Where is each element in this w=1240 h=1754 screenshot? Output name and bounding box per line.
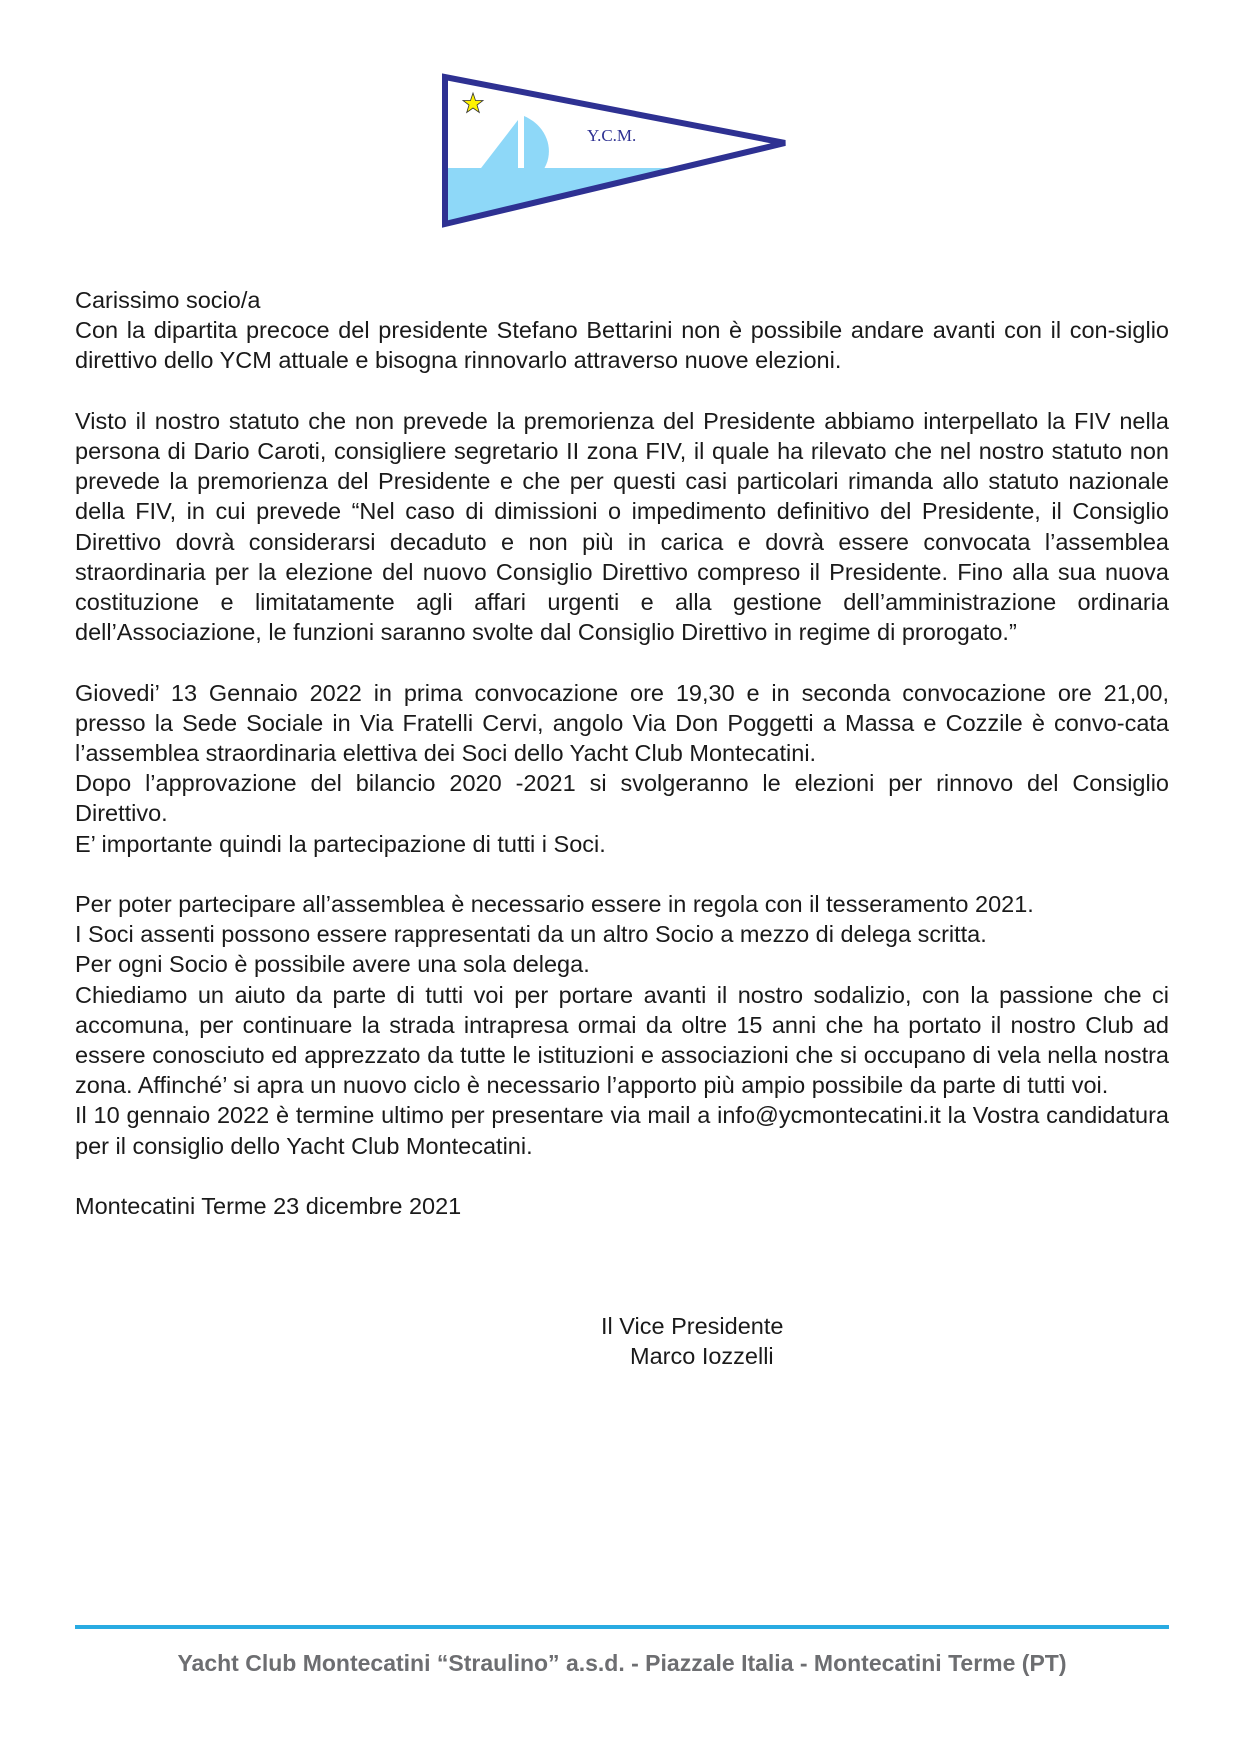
paragraph-budget: Dopo l’approvazione del bilancio 2020 -2021 si svolgeranno le elezioni per rinnovo del Consiglio Direttivo. — [75, 770, 1169, 827]
signature-role: Il Vice Presidente — [601, 1313, 784, 1339]
paragraph-appeal: Chiediamo un aiuto da parte di tutti voi per portare avanti il nostro sodalizio, con la passione che ci accomuna, per continuare la strada intrapresa ormai da oltre 15 anni che ha portato il nostro Club ad essere conosciuto ed apprezzato da tutte le istituzioni e associazioni che si occupano di vela nella nostra zona. Affinché’ si apra un nuovo ciclo è necessario l’apporto più ampio possibile da parte di tutti voi. — [75, 981, 1169, 1099]
footer-divider — [75, 1625, 1169, 1629]
footer-address: Yacht Club Montecatini “Straulino” a.s.d. - Piazzale Italia - Montecatini Terme (PT) — [177, 1650, 1067, 1676]
paragraph-deadline: Il 10 gennaio 2022 è termine ultimo per presentare via mail a info@ycmontecatini.it la Vostra candidatura per il consiglio dello Yacht Club Montecatini. — [75, 1102, 1169, 1159]
paragraph-convocation: Giovedi’ 13 Gennaio 2022 in prima convocazione ore 19,30 e in seconda convocazione ore 21,00, presso la Sede Sociale in Via Fratelli Cervi, angolo Via Don Poggetti a Massa e Cozzile è convo-cata l’assemblea straordinaria elettiva dei Soci dello Yacht Club Montecatini. — [75, 679, 1169, 767]
paragraph-single-proxy: Per ogni Socio è possibile avere una sola delega. — [75, 951, 590, 978]
water-band — [440, 168, 802, 230]
paragraph-membership: Per poter partecipare all’assemblea è necessario essere in regola con il tesseramento 2021. — [75, 891, 1034, 918]
paragraph-statute: Visto il nostro statuto che non prevede la premorienza del Presidente abbiamo interpellato la FIV nella persona di Dario Caroti, consigliere segretario II zona FIV, il quale ha rilevato che nel nostro statuto non prevede la premorienza del Presidente e che per questi casi particolari rimanda allo statuto nazionale della FIV, in cui prevede “Nel caso di dimissioni o impedimento definitivo del Presidente, il Consiglio Direttivo dovrà considerarsi decaduto e non più in carica e dovrà essere convocata l’assemblea straordinaria per la elezione del nuovo Consiglio Direttivo compreso il Presidente. Fino alla sua nuova costituzione e limitatamente agli affari urgenti e alla gestione dell’amministrazione ordinaria dell’Associazione, le funzioni saranno svolte dal Consiglio Direttivo in regime di prorogato.” — [75, 407, 1169, 646]
paragraph-proxy: I Soci assenti possono essere rappresentati da un altro Socio a mezzo di delega scritta. — [75, 921, 987, 948]
paragraph-participation: E’ importante quindi la partecipazione di tutti i Soci. — [75, 830, 606, 857]
paragraph-intro: Con la dipartita precoce del presidente Stefano Bettarini non è possibile andare avanti con il con-siglio direttivo dello YCM attuale e bisogna rinnovarlo attraverso nuove elezioni. — [75, 317, 1169, 374]
signature-name: Marco Iozzelli — [630, 1343, 774, 1370]
greeting: Carissimo socio/a — [75, 287, 261, 313]
signature-block — [601, 1311, 783, 1371]
letter-body — [75, 285, 1169, 1221]
date-line: Montecatini Terme 23 dicembre 2021 — [75, 1193, 462, 1220]
ycm-pennant-logo — [440, 72, 802, 230]
logo-text: Y.C.M. — [587, 126, 637, 145]
